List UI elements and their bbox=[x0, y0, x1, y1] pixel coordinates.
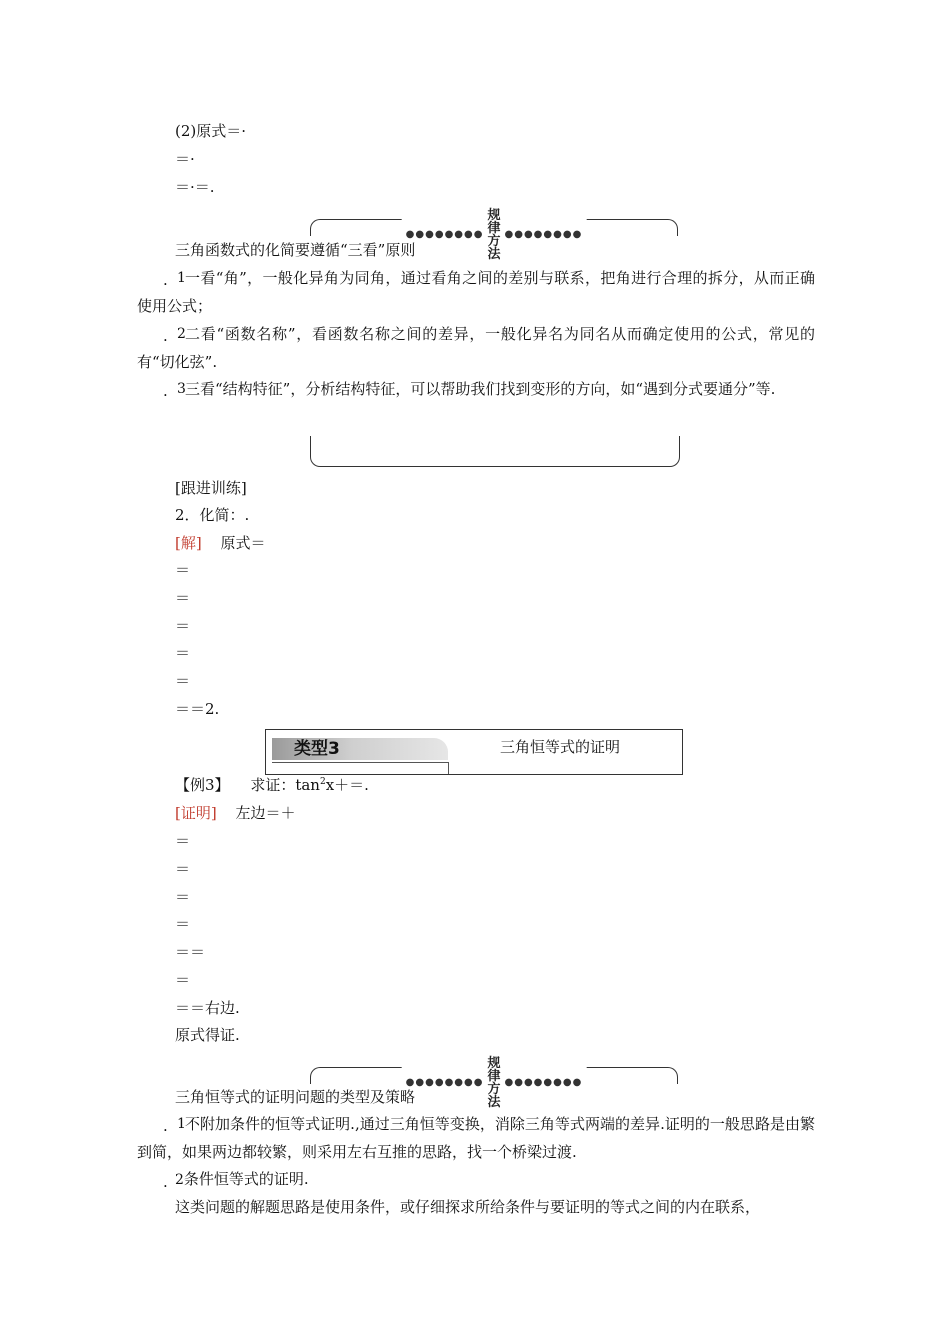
solution-line: [解] 原式＝ bbox=[175, 534, 266, 552]
proof-step: ＝ bbox=[175, 915, 191, 933]
solution-step: ＝＝2. bbox=[175, 700, 220, 718]
solution-step: ＝ bbox=[175, 589, 191, 607]
bullet-dot: . bbox=[163, 1117, 168, 1135]
bullet-dot: . bbox=[163, 271, 168, 289]
proof-label: [证明] bbox=[175, 804, 217, 822]
item-number: 1 bbox=[177, 270, 186, 286]
type-title: 三角恒等式的证明 bbox=[500, 738, 621, 756]
proof-step: ＝＝右边. bbox=[175, 999, 240, 1017]
formula-line: ＝·＝. bbox=[175, 178, 215, 196]
bullet-dot: . bbox=[163, 1173, 168, 1191]
example-label: 【例3】 bbox=[175, 776, 230, 794]
method-box-title: 规律方法 bbox=[487, 1056, 501, 1110]
proof-step: ＝＝ bbox=[175, 943, 206, 961]
solution-label: [解] bbox=[175, 534, 202, 552]
item-number: 2 bbox=[177, 326, 186, 342]
method-box-header: ●●●●●●●● 规律方法 ●●●●●●●● bbox=[310, 209, 678, 231]
formula-line: ＝· bbox=[175, 150, 195, 168]
solution-step: ＝ bbox=[175, 617, 191, 635]
type-tab-label: 类型3 bbox=[294, 739, 340, 759]
method-item: 2 二看“函数名称”，看函数名称之间的差异，一般化异名为同名从而确定使用的公式，常见的有“切化弦”. bbox=[137, 320, 815, 376]
example-line: 【例3】 求证：$\tan^2x+=$. bbox=[175, 776, 369, 794]
proof-line: [证明] 左边＝＋ bbox=[175, 804, 296, 822]
practice-question: 2．化简：. bbox=[175, 506, 250, 524]
solution-step: ＝ bbox=[175, 561, 191, 579]
item-number: 2 bbox=[175, 1172, 184, 1188]
proof-conclusion: 原式得证. bbox=[175, 1026, 240, 1044]
method-intro: 三角恒等式的证明问题的类型及策略 bbox=[175, 1088, 416, 1106]
item-number: 1 bbox=[177, 1116, 186, 1132]
item-number: 3 bbox=[177, 381, 186, 397]
method-box-footer bbox=[310, 436, 680, 467]
bullet-dot: . bbox=[163, 382, 168, 400]
method-item: 1 一看“角”，一般化异角为同角，通过看角之间的差别与联系，把角进行合理的拆分，从而正确使用公式； bbox=[137, 264, 815, 320]
type-banner bbox=[265, 729, 683, 775]
method-continuation: 这类问题的解题思路是使用条件，或仔细探求所给条件与要证明的等式之间的内在联系， bbox=[175, 1198, 761, 1216]
type-tab bbox=[272, 738, 448, 760]
proof-step: ＝ bbox=[175, 888, 191, 906]
formula-line: (2)原式＝· bbox=[175, 122, 247, 140]
practice-heading: [跟进训练] bbox=[175, 479, 247, 497]
proof-step: ＝ bbox=[175, 860, 191, 878]
bullet-dot: . bbox=[163, 327, 168, 345]
method-item: 3 三看“结构特征”，分析结构特征，可以帮助我们找到变形的方向，如“遇到分式要通分”等. bbox=[137, 375, 815, 403]
method-item: 2条件恒等式的证明. bbox=[175, 1170, 309, 1188]
proof-step: ＝ bbox=[175, 971, 191, 989]
method-item: 1 不附加条件的恒等式证明.,通过三角恒等变换，消除三角等式两端的差异.证明的一般思路是由繁到简，如果两边都较繁，则采用左右互推的思路，找一个桥梁过渡. bbox=[137, 1110, 815, 1166]
method-box-title: 规律方法 bbox=[487, 208, 501, 262]
proof-step: ＝ bbox=[175, 832, 191, 850]
method-box-header: ●●●●●●●● 规律方法 ●●●●●●●● bbox=[310, 1057, 678, 1079]
solution-step: ＝ bbox=[175, 672, 191, 690]
method-intro: 三角函数式的化简要遵循“三看”原则 bbox=[175, 241, 416, 259]
solution-step: ＝ bbox=[175, 644, 191, 662]
